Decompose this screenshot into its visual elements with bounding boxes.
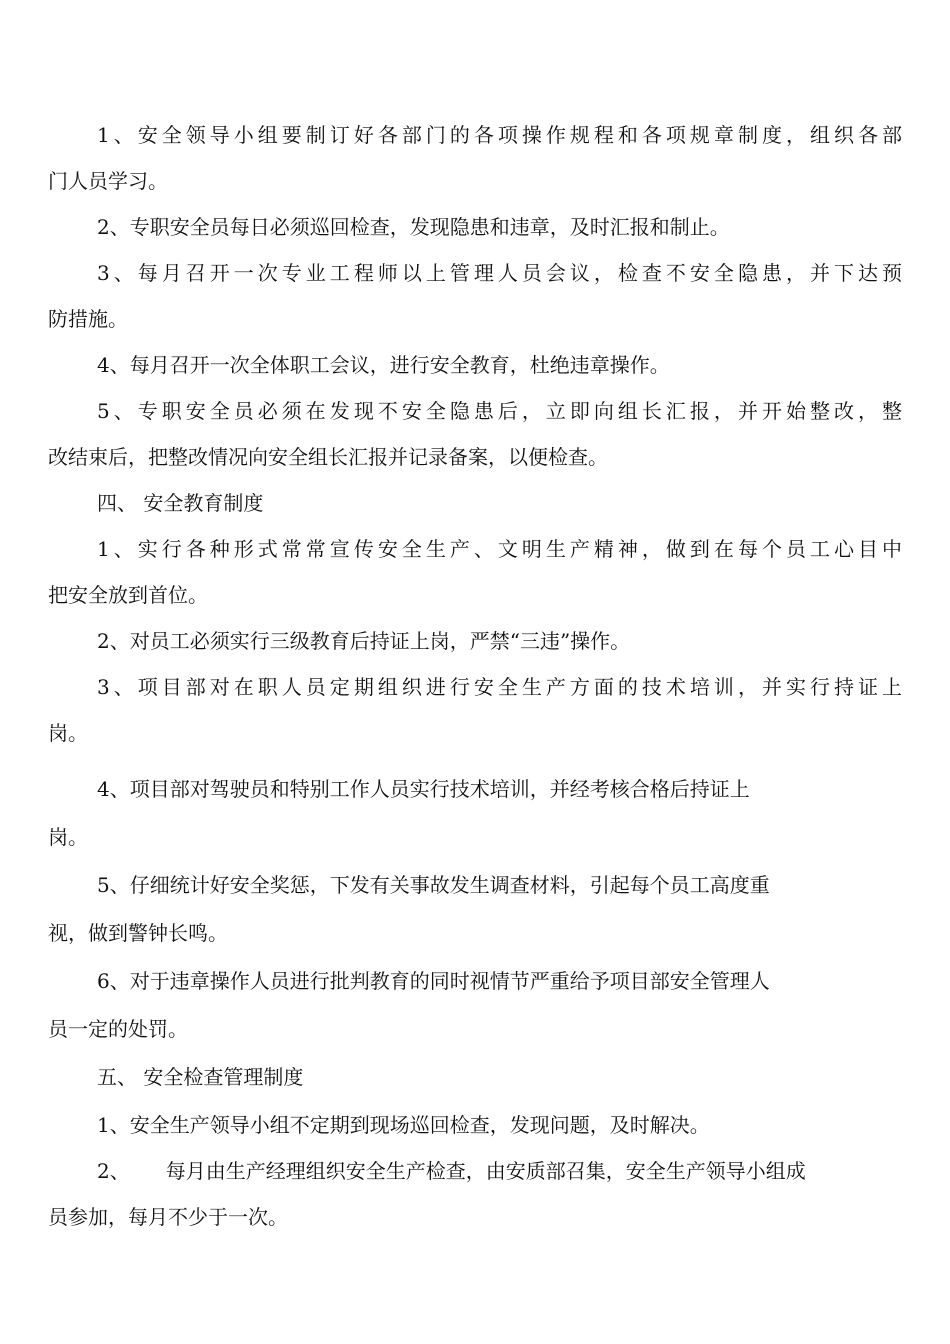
section-heading: 五、 安全检查管理制度 — [97, 1065, 304, 1089]
paragraph-line: 3、项目部对在职人员定期组织进行安全生产方面的技术培训，并实行持证上 — [97, 675, 902, 699]
paragraph-line: 员参加，每月不少于一次。 — [48, 1205, 288, 1229]
paragraph-line: 3、每月召开一次专业工程师以上管理人员会议，检查不安全隐患，并下达预 — [97, 261, 902, 285]
paragraph-line: 2、专职安全员每日必须巡回检查，发现隐患和违章，及时汇报和制止。 — [97, 215, 730, 239]
paragraph-line: 4、每月召开一次全体职工会议，进行安全教育，杜绝违章操作。 — [97, 353, 670, 377]
paragraph-line: 5、仔细统计好安全奖惩，下发有关事故发生调查材料，引起每个员工高度重 — [97, 873, 770, 897]
paragraph-line: 1、安全领导小组要制订好各部门的各项操作规程和各项规章制度，组织各部 — [97, 123, 902, 147]
paragraph-line — [97, 1158, 806, 1184]
paragraph-line: 岗。 — [48, 825, 88, 849]
paragraph-line: 改结束后，把整改情况向安全组长汇报并记录备案，以便检查。 — [48, 445, 608, 469]
paragraph-line: 视，做到警钟长鸣。 — [48, 921, 228, 945]
paragraph-line: 员一定的处罚。 — [48, 1017, 188, 1041]
paragraph-line: 岗。 — [48, 721, 88, 745]
paragraph-text: 每月由生产经理组织安全生产检查，由安质部召集，安全生产领导小组成 — [165, 1159, 806, 1183]
paragraph-line: 5、专职安全员必须在发现不安全隐患后，立即向组长汇报，并开始整改，整 — [97, 399, 902, 423]
paragraph-line: 把安全放到首位。 — [48, 583, 208, 607]
paragraph-line: 6、对于违章操作人员进行批判教育的同时视情节严重给予项目部安全管理人 — [97, 969, 770, 993]
paragraph-number: 2、 — [97, 1159, 130, 1183]
paragraph-line: 1、实行各种形式常常宣传安全生产、文明生产精神，做到在每个员工心目中 — [97, 537, 902, 561]
paragraph-line: 2、对员工必须实行三级教育后持证上岗，严禁“三违”操作。 — [97, 629, 631, 653]
paragraph-line: 4、项目部对驾驶员和特别工作人员实行技术培训，并经考核合格后持证上 — [97, 777, 750, 801]
paragraph-line: 防措施。 — [48, 307, 128, 331]
section-heading: 四、 安全教育制度 — [97, 491, 264, 515]
paragraph-line: 门人员学习。 — [48, 169, 168, 193]
paragraph-line: 1、安全生产领导小组不定期到现场巡回检查，发现问题，及时解决。 — [97, 1113, 710, 1137]
